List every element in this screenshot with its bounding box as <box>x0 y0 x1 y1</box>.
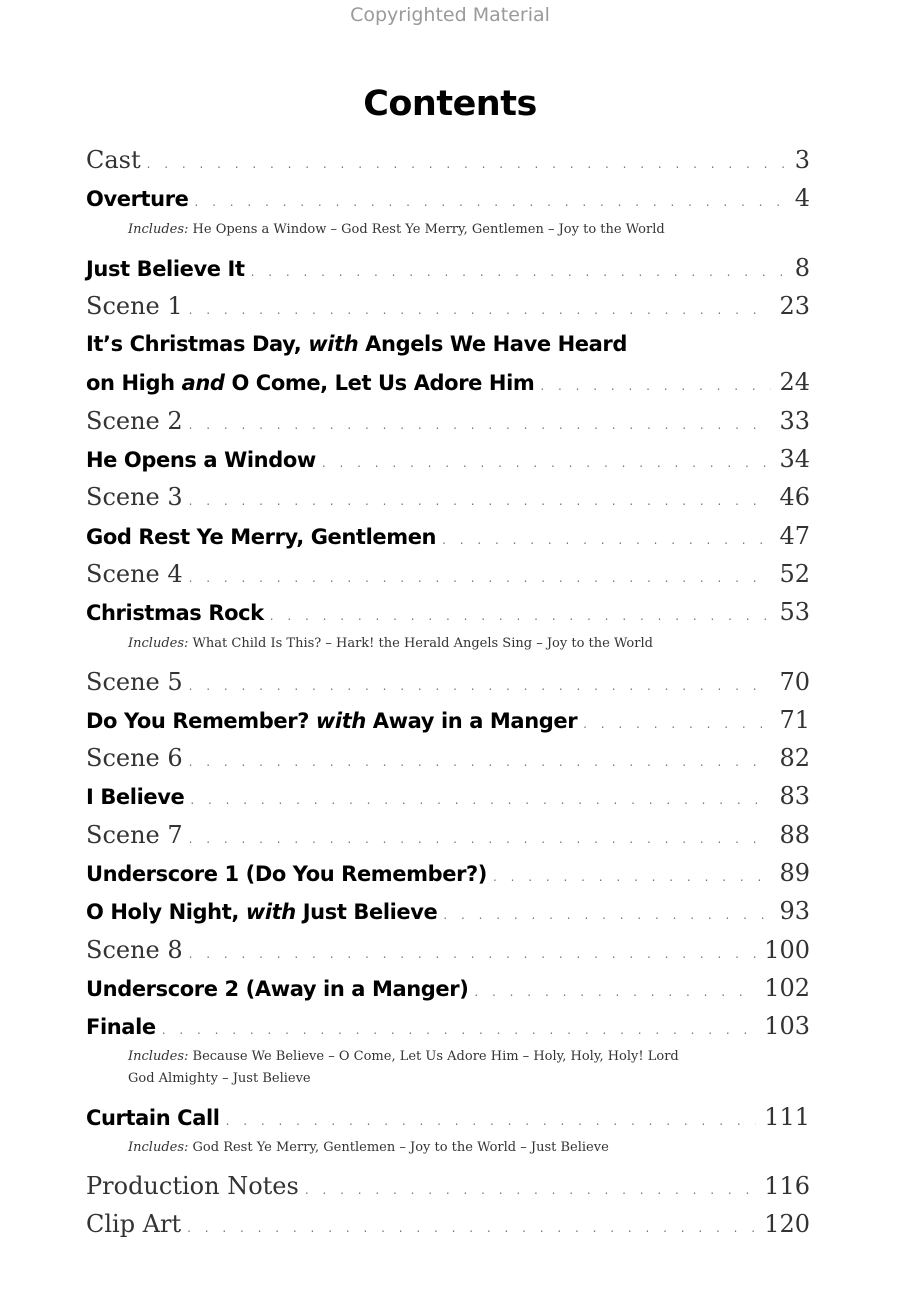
entry-label: Overture <box>86 187 189 212</box>
entry-label: I Believe <box>86 785 185 810</box>
entry-label: Scene 5 <box>86 667 183 696</box>
dot-leader <box>187 1209 756 1247</box>
includes-label: Includes: <box>128 1139 189 1155</box>
toc-entry-just-believe-it[interactable] <box>86 249 810 287</box>
entry-label: Christmas Rock <box>86 601 264 626</box>
page-number: 52 <box>779 559 810 588</box>
toc-entry-underscore-2[interactable] <box>86 969 810 1007</box>
page-number: 103 <box>764 1012 810 1041</box>
entry-label: Scene 4 <box>86 559 183 588</box>
includes-text: He Opens a Window – God Rest Ye Merry, Gentlemen – Joy to the World <box>192 221 665 237</box>
page-title: Contents <box>363 84 537 124</box>
page-number: 100 <box>764 935 810 964</box>
entry-label: Clip Art <box>86 1210 182 1239</box>
toc-entry-i-believe[interactable] <box>86 777 810 815</box>
toc-entry-finale[interactable] <box>86 1007 810 1045</box>
entry-label: Scene 6 <box>86 744 183 773</box>
dot-leader <box>189 291 772 329</box>
toc-entry-scene-2[interactable] <box>86 402 810 440</box>
entry-label: Cast <box>86 146 141 174</box>
page-number: 4 <box>794 184 810 213</box>
dot-leader <box>270 597 772 635</box>
dot-leader <box>540 367 771 405</box>
entry-label: Finale <box>86 1015 156 1040</box>
includes-text: What Child Is This? – Hark! the Herald Angels Sing – Joy to the World <box>192 635 653 651</box>
page-number: 89 <box>779 859 810 888</box>
toc-entry-scene-3[interactable] <box>86 478 810 516</box>
page-number: 116 <box>764 1171 810 1200</box>
page-number: 102 <box>764 973 810 1002</box>
includes-note-christmas-rock <box>128 632 768 663</box>
toc-entry-christmas-rock[interactable] <box>86 593 810 631</box>
entry-label: on High and O Come, Let Us Adore Him <box>86 371 535 396</box>
page-number: 88 <box>779 820 810 849</box>
toc-entry-christmas-day-line2[interactable] <box>86 363 810 401</box>
dot-leader <box>493 858 771 896</box>
dot-leader <box>442 521 771 559</box>
dot-leader <box>195 183 787 221</box>
page-number: 82 <box>779 744 810 773</box>
includes-note-curtain-call <box>128 1136 768 1167</box>
toc-entry-curtain-call[interactable] <box>86 1098 810 1136</box>
toc-entry-scene-1[interactable] <box>86 287 810 325</box>
dot-leader <box>189 935 757 973</box>
page-number: 93 <box>779 897 810 926</box>
entry-label: Underscore 1 (Do You Remember?) <box>86 862 488 887</box>
entry-label: Curtain Call <box>86 1105 220 1130</box>
toc-entry-scene-7[interactable] <box>86 816 810 854</box>
entry-label: Underscore 2 (Away in a Manger) <box>86 976 469 1001</box>
includes-label: Includes: <box>128 1048 189 1064</box>
dot-leader <box>189 406 772 444</box>
includes-line-2: God Almighty – Just Believe <box>128 1070 311 1086</box>
page-number: 34 <box>779 445 810 474</box>
includes-label: Includes: <box>128 221 189 237</box>
entry-label: Do You Remember? with Away in a Manger <box>86 708 578 733</box>
entry-label: Just Believe It <box>86 256 245 281</box>
entry-label: Scene 8 <box>86 935 183 964</box>
page-number: 83 <box>779 782 810 811</box>
page-number: 70 <box>779 667 810 696</box>
toc-entry-scene-8[interactable] <box>86 931 810 969</box>
entry-label: Scene 7 <box>86 820 183 849</box>
entry-label: Scene 3 <box>86 483 183 512</box>
includes-note-finale <box>128 1046 768 1098</box>
toc-entry-scene-5[interactable] <box>86 663 810 701</box>
page-number: 120 <box>764 1210 810 1239</box>
dot-leader <box>443 896 771 934</box>
includes-label: Includes: <box>128 635 189 651</box>
entry-label: O Holy Night, with Just Believe <box>86 900 438 925</box>
dot-leader <box>189 820 772 858</box>
dot-leader <box>251 253 787 291</box>
page-number: 53 <box>779 598 810 627</box>
dot-leader <box>190 781 771 819</box>
includes-note-overture <box>128 218 768 249</box>
page-number: 8 <box>794 253 810 282</box>
entry-label: It’s Christmas Day, with Angels We Have Heard <box>86 332 627 357</box>
dot-leader <box>226 1102 757 1140</box>
includes-text: God Rest Ye Merry, Gentlemen – Joy to the World – Just Believe <box>192 1139 609 1155</box>
copyright-watermark: Copyrighted Material <box>350 4 550 26</box>
page-number: 23 <box>779 291 810 320</box>
dot-leader <box>305 1171 756 1209</box>
dot-leader <box>189 482 772 520</box>
page-number: 71 <box>779 705 810 734</box>
page-number: 111 <box>764 1102 810 1131</box>
dot-leader <box>474 973 756 1011</box>
entry-label: God Rest Ye Merry, Gentlemen <box>86 524 437 549</box>
toc-entry-he-opens-a-window[interactable] <box>86 440 810 478</box>
entry-label: Production Notes <box>86 1171 299 1200</box>
toc-entry-underscore-1[interactable] <box>86 854 810 892</box>
dot-leader <box>583 705 771 743</box>
toc-entry-cast[interactable] <box>86 141 810 179</box>
dot-leader <box>189 667 772 705</box>
dot-leader <box>189 743 772 781</box>
toc-entry-overture[interactable] <box>86 179 810 217</box>
toc-entry-scene-6[interactable] <box>86 739 810 777</box>
page-number: 46 <box>779 483 810 512</box>
page-number: 47 <box>779 521 810 550</box>
entry-label: Scene 1 <box>86 291 183 320</box>
toc-entry-do-you-remember[interactable] <box>86 701 810 739</box>
toc-entry-o-holy-night[interactable] <box>86 892 810 930</box>
table-of-contents <box>86 141 810 1243</box>
includes-text: Because We Believe – O Come, Let Us Adore Him – Holy, Holy, Holy! Lord <box>192 1048 679 1064</box>
dot-leader <box>322 444 772 482</box>
includes-line-1 <box>128 1046 768 1068</box>
dot-leader <box>147 145 787 183</box>
dot-leader <box>189 559 772 597</box>
entry-label: He Opens a Window <box>86 448 316 473</box>
toc-entry-scene-4[interactable] <box>86 555 810 593</box>
toc-entry-god-rest[interactable] <box>86 517 810 555</box>
toc-entry-clip-art[interactable] <box>86 1205 810 1243</box>
toc-entry-christmas-day-line1[interactable] <box>86 325 810 363</box>
entry-label: Scene 2 <box>86 406 183 435</box>
page-number: 3 <box>794 146 810 174</box>
toc-entry-production-notes[interactable] <box>86 1167 810 1205</box>
dot-leader <box>162 1011 756 1049</box>
page-number: 24 <box>779 368 810 397</box>
page-number: 33 <box>779 406 810 435</box>
